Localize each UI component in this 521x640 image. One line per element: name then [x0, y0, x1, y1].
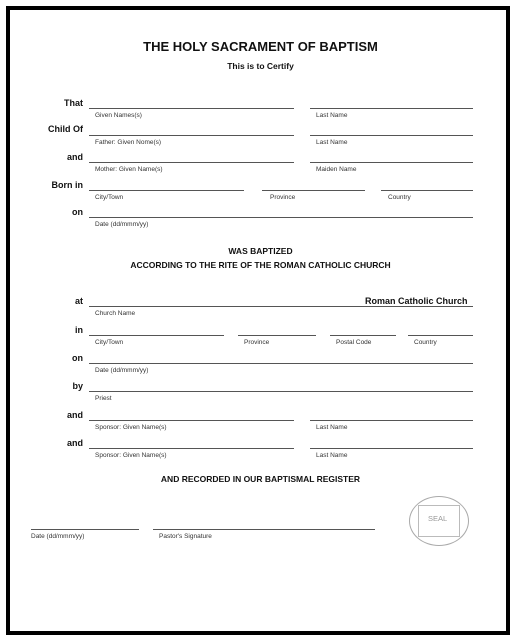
caption-last-name: Last Name: [316, 112, 348, 119]
sponsor2-last-field[interactable]: [310, 448, 473, 449]
caption-church-city: City/Town: [95, 339, 124, 346]
certificate-subtitle: This is to Certify: [227, 61, 294, 71]
church-province-field[interactable]: [238, 335, 316, 336]
priest-field[interactable]: [89, 391, 473, 392]
label-born-in: Born in: [51, 180, 83, 190]
caption-birth-country: Country: [388, 194, 411, 201]
label-that: That: [64, 98, 83, 108]
caption-father-given: Father: Given Nome(s): [95, 139, 162, 146]
label-and-sponsor1: and: [66, 410, 83, 420]
birth-city-field[interactable]: [89, 190, 244, 191]
caption-sponsor1-last: Last Name: [316, 424, 348, 431]
caption-sponsor2-last: Last Name: [316, 452, 348, 459]
caption-birth-province: Province: [270, 194, 296, 201]
caption-church-province: Province: [244, 339, 270, 346]
caption-father-last: Last Name: [316, 139, 348, 146]
father-last-name-field[interactable]: [310, 135, 473, 136]
caption-sponsor2-given: Sponsor: Given Name(s): [95, 452, 167, 459]
caption-birth-city: City/Town: [95, 194, 124, 201]
label-and-sponsor2: and: [66, 438, 83, 448]
sponsor1-given-field[interactable]: [89, 420, 294, 421]
label-on-baptism: on: [72, 353, 83, 363]
church-country-field[interactable]: [408, 335, 473, 336]
mother-given-field[interactable]: [89, 162, 294, 163]
recorded-register-text: AND RECORDED IN OUR BAPTISMAL REGISTER: [160, 474, 361, 484]
given-names-field[interactable]: [89, 108, 294, 109]
caption-footer-date: Date (dd/mmm/yy): [31, 533, 85, 540]
sponsor1-last-field[interactable]: [310, 420, 473, 421]
caption-maiden-name: Maiden Name: [316, 166, 357, 173]
caption-church-country: Country: [414, 339, 437, 346]
father-given-field[interactable]: [89, 135, 294, 136]
was-baptized-text: WAS BAPTIZED: [228, 246, 293, 256]
label-on-birth: on: [72, 207, 83, 217]
certificate-title: THE HOLY SACRAMENT OF BAPTISM: [143, 39, 378, 54]
caption-given-names: Given Names(s): [95, 112, 142, 119]
label-at: at: [74, 296, 83, 306]
church-name-field[interactable]: [89, 306, 473, 307]
baptism-date-field[interactable]: [89, 363, 473, 364]
footer-date-field[interactable]: [31, 529, 139, 530]
seal-text: SEAL: [428, 514, 448, 523]
church-postal-code-field[interactable]: [330, 335, 396, 336]
birth-province-field[interactable]: [262, 190, 365, 191]
birth-date-field[interactable]: [89, 217, 473, 218]
label-child-of: Child Of: [48, 124, 83, 134]
caption-postal-code: Postal Code: [336, 339, 372, 346]
birth-country-field[interactable]: [381, 190, 473, 191]
caption-baptism-date: Date (dd/mmm/yy): [95, 367, 149, 374]
church-city-field[interactable]: [89, 335, 224, 336]
maiden-name-field[interactable]: [310, 162, 473, 163]
label-and-mother: and: [66, 152, 83, 162]
caption-mother-given: Mother: Given Name(s): [95, 166, 163, 173]
label-by: by: [72, 381, 83, 391]
caption-sponsor1-given: Sponsor: Given Name(s): [95, 424, 167, 431]
sponsor2-given-field[interactable]: [89, 448, 294, 449]
according-rite-text: ACCORDING TO THE RITE OF THE ROMAN CATHOLIC CHURCH: [130, 260, 391, 270]
last-name-field[interactable]: [310, 108, 473, 109]
label-in: in: [75, 325, 83, 335]
pastor-signature-field[interactable]: [153, 529, 375, 530]
roman-catholic-church-text: Roman Catholic Church: [365, 296, 468, 306]
caption-church-name: Church Name: [95, 310, 136, 317]
caption-priest: Priest: [95, 395, 112, 402]
caption-pastor-signature: Pastor's Signature: [159, 533, 212, 540]
caption-birth-date: Date (dd/mmm/yy): [95, 221, 149, 228]
